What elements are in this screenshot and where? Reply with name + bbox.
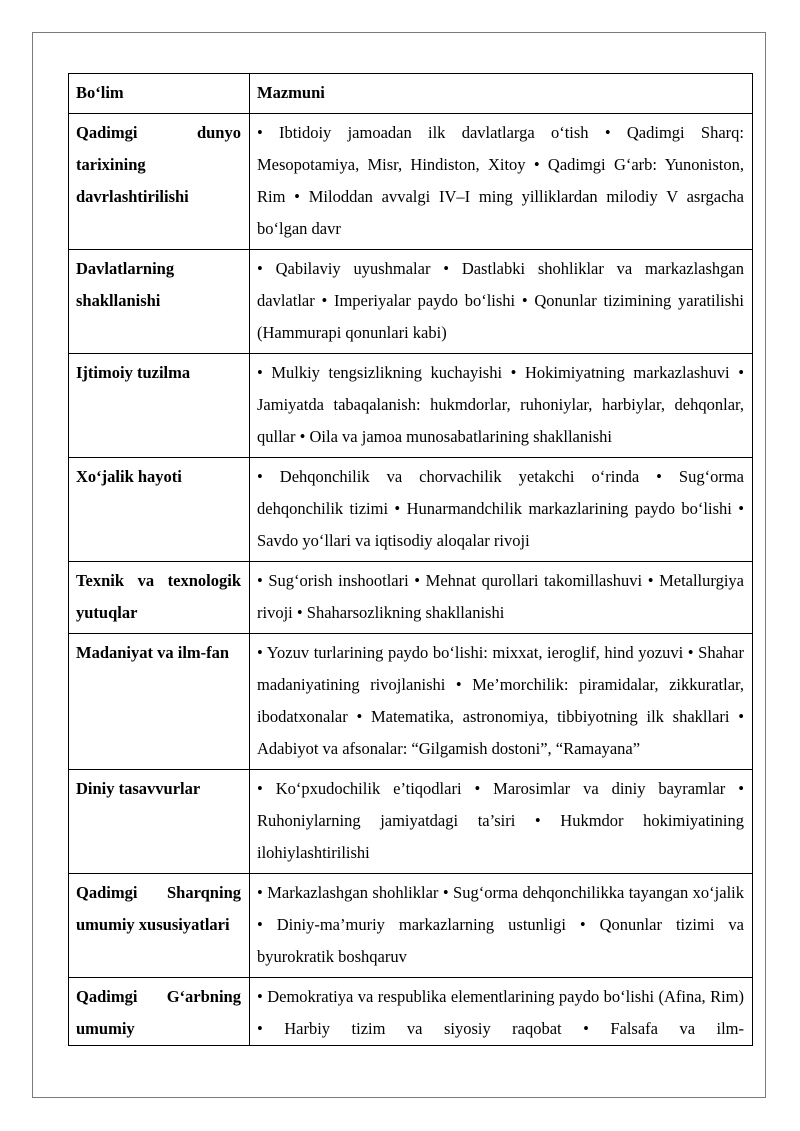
- section-content: • Yozuv turlarining paydo bo‘lishi: mixxat, ieroglif, hind yozuvi • Shahar madaniyatining rivojlanishi • Me’morchilik: piramidalar, zikkuratlar, ibodatxonalar • Matematika, astronomiya, tibbiyotning ilk shakllari • Adabiyot va afsonalar: “Gilgamish dostoni”, “Ramayana”: [250, 634, 753, 770]
- section-content: • Ko‘pxudochilik e’tiqodlari • Marosimlar va diniy bayramlar • Ruhoniylarning jamiyatdagi ta’siri • Hukmdor hokimiyatining ilohiylashtirilishi: [250, 770, 753, 874]
- section-name: Qadimgi G‘arbning umumiy: [69, 978, 250, 1046]
- section-name: Qadimgi Sharqning umumiy xususiyatlari: [69, 874, 250, 978]
- section-content: • Ibtidoiy jamoadan ilk davlatlarga o‘tish • Qadimgi Sharq: Mesopotamiya, Misr, Hindiston, Xitoy • Qadimgi G‘arb: Yunoniston, Rim • Miloddan avvalgi IV–I ming yilliklardan milodiy V asrgacha bo‘lgan davr: [250, 114, 753, 250]
- section-content: • Qabilaviy uyushmalar • Dastlabki shohliklar va markazlashgan davlatlar • Imperiyalar paydo bo‘lishi • Qonunlar tizimining yaratilishi (Hammurapi qonunlari kabi): [250, 250, 753, 354]
- table-row: [69, 114, 753, 250]
- section-content: • Markazlashgan shohliklar • Sug‘orma dehqonchilikka tayangan xo‘jalik • Diniy-ma’muriy markazlarning ustunligi • Qonunlar tizimi va byurokratik boshqaruv: [250, 874, 753, 978]
- table-row: [69, 978, 753, 1046]
- table-row: [69, 874, 753, 978]
- section-content: • Sug‘orish inshootlari • Mehnat qurollari takomillashuvi • Metallurgiya rivoji • Shaharsozlikning shakllanishi: [250, 562, 753, 634]
- header-section: Bo‘lim: [69, 74, 250, 114]
- section-name: Qadimgi dunyo tarixining davrlashtirilishi: [69, 114, 250, 250]
- section-content: • Dehqonchilik va chorvachilik yetakchi o‘rinda • Sug‘orma dehqonchilik tizimi • Hunarmandchilik markazlarining paydo bo‘lishi • Savdo yo‘llari va iqtisodiy aloqalar rivoji: [250, 458, 753, 562]
- section-name: Texnik va texnologik yutuqlar: [69, 562, 250, 634]
- section-name: Davlatlarning shakllanishi: [69, 250, 250, 354]
- table-row: [69, 458, 753, 562]
- section-content: • Mulkiy tengsizlikning kuchayishi • Hokimiyatning markazlashuvi • Jamiyatda tabaqalanish: hukmdorlar, ruhoniylar, harbiylar, dehqonlar, qullar • Oila va jamoa munosabatlarining shakllanishi: [250, 354, 753, 458]
- table-row: [69, 770, 753, 874]
- section-content: • Demokratiya va respublika elementlarining paydo bo‘lishi (Afina, Rim) • Harbiy tizim va siyosiy raqobat • Falsafa va ilm-: [250, 978, 753, 1046]
- section-name: Madaniyat va ilm-fan: [69, 634, 250, 770]
- content-table: [68, 73, 753, 1046]
- table-row: [69, 562, 753, 634]
- table-header-row: [69, 74, 753, 114]
- table-row: [69, 250, 753, 354]
- header-content: Mazmuni: [250, 74, 753, 114]
- section-name: Ijtimoiy tuzilma: [69, 354, 250, 458]
- section-name: Diniy tasavvurlar: [69, 770, 250, 874]
- section-name: Xo‘jalik hayoti: [69, 458, 250, 562]
- table-row: [69, 354, 753, 458]
- table-row: [69, 634, 753, 770]
